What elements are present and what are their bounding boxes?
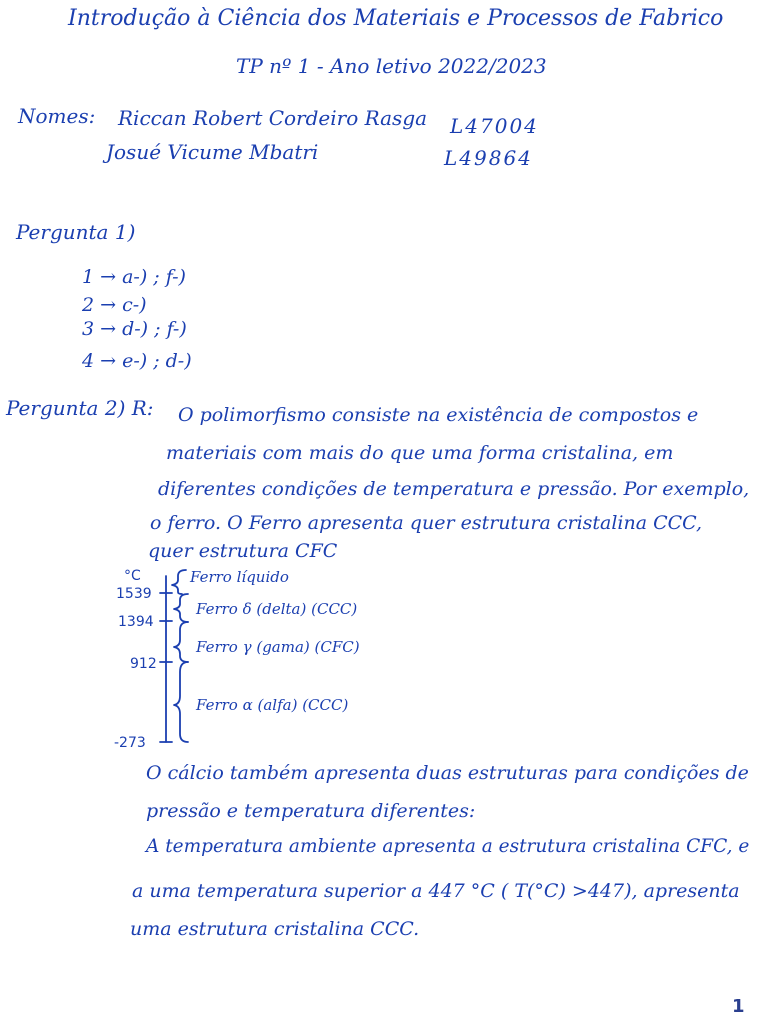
phase-liquid: Ferro líquido bbox=[190, 568, 289, 586]
calcium-line-3: A temperatura ambiente apresenta a estrutura cristalina CFC, e bbox=[146, 836, 750, 857]
temperature-unit: °C bbox=[124, 568, 141, 584]
calcium-line-2: pressão e temperatura diferentes: bbox=[146, 800, 476, 822]
brace-delta bbox=[174, 594, 188, 622]
brace-liquid bbox=[172, 570, 186, 594]
temp-1394: 1394 bbox=[118, 614, 154, 630]
temp-1539: 1539 bbox=[116, 586, 152, 602]
page-number: 1 bbox=[732, 996, 745, 1017]
calcium-line-4: a uma temperatura superior a 447 °C ( T(°C) >447), apresenta bbox=[132, 880, 740, 902]
q1-answer-3: 3 → d-) ; f-) bbox=[82, 318, 187, 340]
phase-delta: Ferro δ (delta) (CCC) bbox=[196, 600, 358, 618]
temp-minus-273: -273 bbox=[114, 735, 146, 751]
q1-answer-4: 4 → e-) ; d-) bbox=[82, 350, 192, 372]
calcium-line-1: O cálcio também apresenta duas estruturas para condições de bbox=[146, 762, 749, 784]
names-label: Nomes: bbox=[18, 104, 96, 128]
q2-line-1: O polimorfismo consiste na existência de compostos e bbox=[178, 404, 699, 426]
q2-line-2: materiais com mais do que uma forma cristalina, em bbox=[166, 442, 674, 464]
q1-answer-2: 2 → c-) bbox=[82, 294, 147, 316]
temp-912: 912 bbox=[130, 656, 157, 672]
brace-alpha bbox=[174, 662, 188, 742]
student-name-2: Josué Vicume Mbatri bbox=[106, 140, 319, 164]
q2-line-4: o ferro. O Ferro apresenta quer estrutura cristalina CCC, bbox=[150, 512, 703, 534]
q2-line-3: diferentes condições de temperatura e pressão. Por exemplo, bbox=[158, 478, 750, 500]
student-name-1: Riccan Robert Cordeiro Rasga bbox=[118, 106, 428, 130]
calcium-line-5: uma estrutura cristalina CCC. bbox=[130, 918, 420, 940]
brace-gamma bbox=[174, 622, 188, 662]
phase-alpha: Ferro α (alfa) (CCC) bbox=[196, 696, 349, 714]
question-2-title: Pergunta 2) R: bbox=[6, 396, 154, 420]
phase-gamma: Ferro γ (gama) (CFC) bbox=[196, 638, 360, 656]
document-subtitle: TP nº 1 - Ano letivo 2022/2023 bbox=[236, 54, 547, 78]
student-id-2: L49864 bbox=[444, 146, 533, 170]
q2-line-5: quer estrutura CFC bbox=[148, 540, 338, 562]
student-id-1: L47004 bbox=[450, 114, 539, 138]
q1-answer-1: 1 → a-) ; f-) bbox=[82, 266, 186, 288]
question-1-title: Pergunta 1) bbox=[16, 220, 136, 244]
document-title: Introdução à Ciência dos Materiais e Processos de Fabrico bbox=[68, 6, 724, 31]
